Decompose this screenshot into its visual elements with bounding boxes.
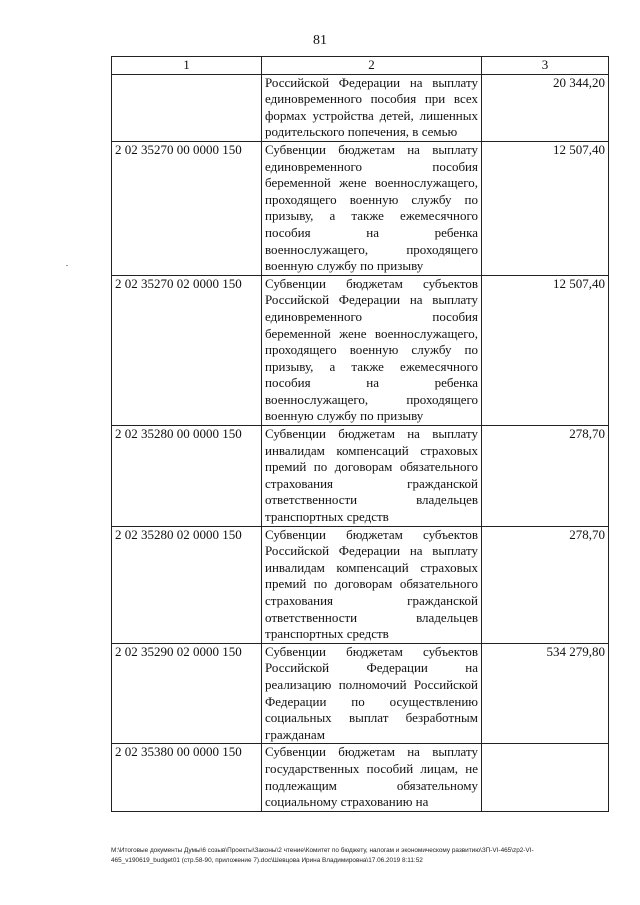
row-description: Субвенции бюджетам субъектов Российской Федерации на выплату единовременного пособия беременной жене военнослужащего, проходящего военную службу по призыву, а также ежемесячного пособия на ребенка военнослужащего, проходящего военную службу по призыву — [262, 275, 482, 425]
file-path-footer — [111, 846, 631, 866]
table-row — [112, 526, 609, 643]
table-row — [112, 744, 609, 811]
column-header-2: 2 — [262, 57, 482, 75]
table-row — [112, 74, 609, 141]
table-row — [112, 426, 609, 527]
row-amount: 12 507,40 — [482, 275, 609, 425]
table-row — [112, 275, 609, 425]
row-amount: 278,70 — [482, 426, 609, 527]
row-description: Субвенции бюджетам субъектов Российской Федерации на выплату инвалидам компенсаций страховых премий по договорам обязательного страхования гражданской ответственности владельцев транспортных средств — [262, 526, 482, 643]
budget-table — [111, 56, 609, 812]
row-description: Субвенции бюджетам на выплату единовременного пособия беременной жене военнослужащего, проходящего военную службу по призыву, а также ежемесячного пособия на ребенка военнослужащего, проходящего военную службу по призыву — [262, 141, 482, 275]
row-description: Субвенции бюджетам на выплату государственных пособий лицам, не подлежащим обязательному социальному страхованию на — [262, 744, 482, 811]
row-amount: 534 279,80 — [482, 643, 609, 744]
row-description: Субвенции бюджетам субъектов Российской Федерации на реализацию полномочий Российской Федерации по осуществлению социальных выплат безработным гражданам — [262, 643, 482, 744]
row-amount — [482, 744, 609, 811]
row-amount: 20 344,20 — [482, 74, 609, 141]
row-code: 2 02 35270 00 0000 150 — [112, 141, 262, 275]
row-description: Субвенции бюджетам на выплату инвалидам компенсаций страховых премий по договорам обязательного страхования гражданской ответственности владельцев транспортных средств — [262, 426, 482, 527]
row-code: 2 02 35380 00 0000 150 — [112, 744, 262, 811]
table-header-row — [112, 57, 609, 75]
row-code: 2 02 35280 00 0000 150 — [112, 426, 262, 527]
table-row — [112, 141, 609, 275]
page-number: 81 — [313, 33, 327, 48]
column-header-1: 1 — [112, 57, 262, 75]
row-code: 2 02 35280 02 0000 150 — [112, 526, 262, 643]
scan-speck — [66, 265, 68, 266]
footer-line-1: M:\Итоговые документы Думы\6 созыв\Проекты\Законы\2 чтение\Комитет по бюджету, налогам и экономическому развитию\ЗП-VI-465\zp2-VI- — [111, 847, 534, 854]
row-amount: 278,70 — [482, 526, 609, 643]
column-header-3: 3 — [482, 57, 609, 75]
table-row — [112, 643, 609, 744]
row-code — [112, 74, 262, 141]
row-code: 2 02 35290 02 0000 150 — [112, 643, 262, 744]
row-code: 2 02 35270 02 0000 150 — [112, 275, 262, 425]
row-amount: 12 507,40 — [482, 141, 609, 275]
row-description: Российской Федерации на выплату единовременного пособия при всех формах устройства детей, лишенных родительского попечения, в семью — [262, 74, 482, 141]
footer-line-2: 465_v190619_budget01 (стр.58-90, приложение 7).doc\Шевцова Ирина Владимировна\17.06.2019 8:11:52 — [111, 857, 423, 864]
